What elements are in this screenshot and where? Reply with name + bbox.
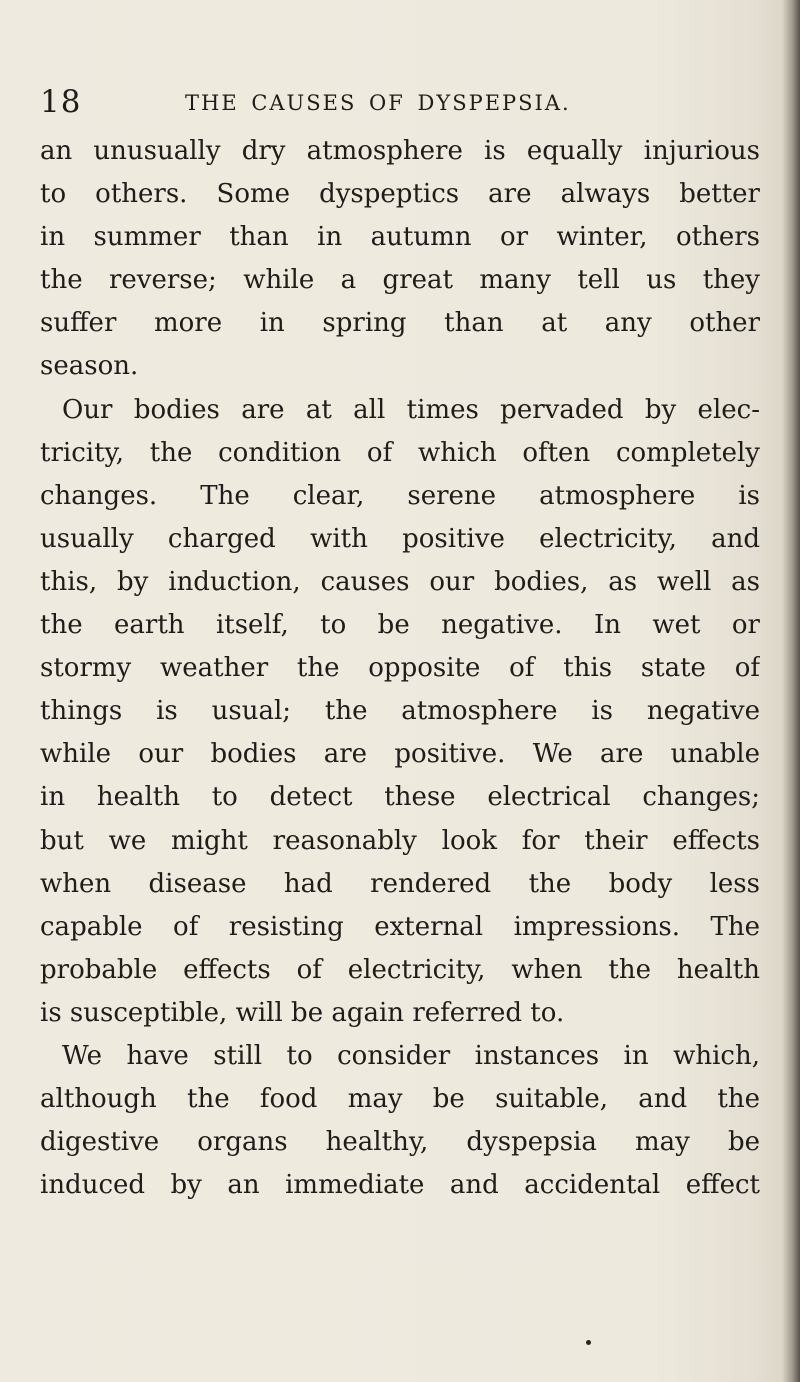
ink-speck <box>586 1340 591 1345</box>
text-line: the earth itself, to be negative. In wet or <box>40 610 760 641</box>
spine-shadow <box>782 0 800 1382</box>
page-number: 18 <box>40 84 82 120</box>
text-line: tricity, the condition of which often completely <box>40 437 760 468</box>
text-line: to others. Some dyspeptics are always better <box>40 179 760 210</box>
text-line: capable of resisting external impressions. The <box>40 911 760 942</box>
text-line: in health to detect these electrical changes; <box>40 782 760 813</box>
text-line: the reverse; while a great many tell us they <box>40 265 760 296</box>
text-line: Our bodies are at all times pervaded by elec- <box>62 394 760 425</box>
text-line: digestive organs healthy, dyspepsia may be <box>40 1127 760 1158</box>
text-line: season. <box>40 351 139 382</box>
text-line: while our bodies are positive. We are unable <box>40 739 760 770</box>
body-text <box>40 130 760 1207</box>
page-header <box>40 84 760 124</box>
text-line: suffer more in spring than at any other <box>40 308 760 339</box>
running-head: THE CAUSES OF DYSPEPSIA. <box>185 91 571 115</box>
text-line: although the food may be suitable, and the <box>40 1084 760 1115</box>
text-line: when disease had rendered the body less <box>40 868 760 899</box>
text-line: changes. The clear, serene atmosphere is <box>40 480 760 511</box>
text-line: induced by an immediate and accidental effect <box>40 1170 760 1201</box>
text-line: this, by induction, causes our bodies, as well as <box>40 566 760 597</box>
text-line: stormy weather the opposite of this state of <box>40 653 760 684</box>
text-line: is susceptible, will be again referred to. <box>40 997 565 1028</box>
text-line: in summer than in autumn or winter, others <box>40 222 760 253</box>
text-line: probable effects of electricity, when the health <box>40 954 760 985</box>
text-line: We have still to consider instances in which, <box>62 1040 760 1071</box>
text-line: an unusually dry atmosphere is equally injurious <box>40 136 760 166</box>
text-line: things is usual; the atmosphere is negative <box>40 696 760 727</box>
text-line: usually charged with positive electricity, and <box>40 523 760 554</box>
text-line: but we might reasonably look for their effects <box>40 825 760 856</box>
